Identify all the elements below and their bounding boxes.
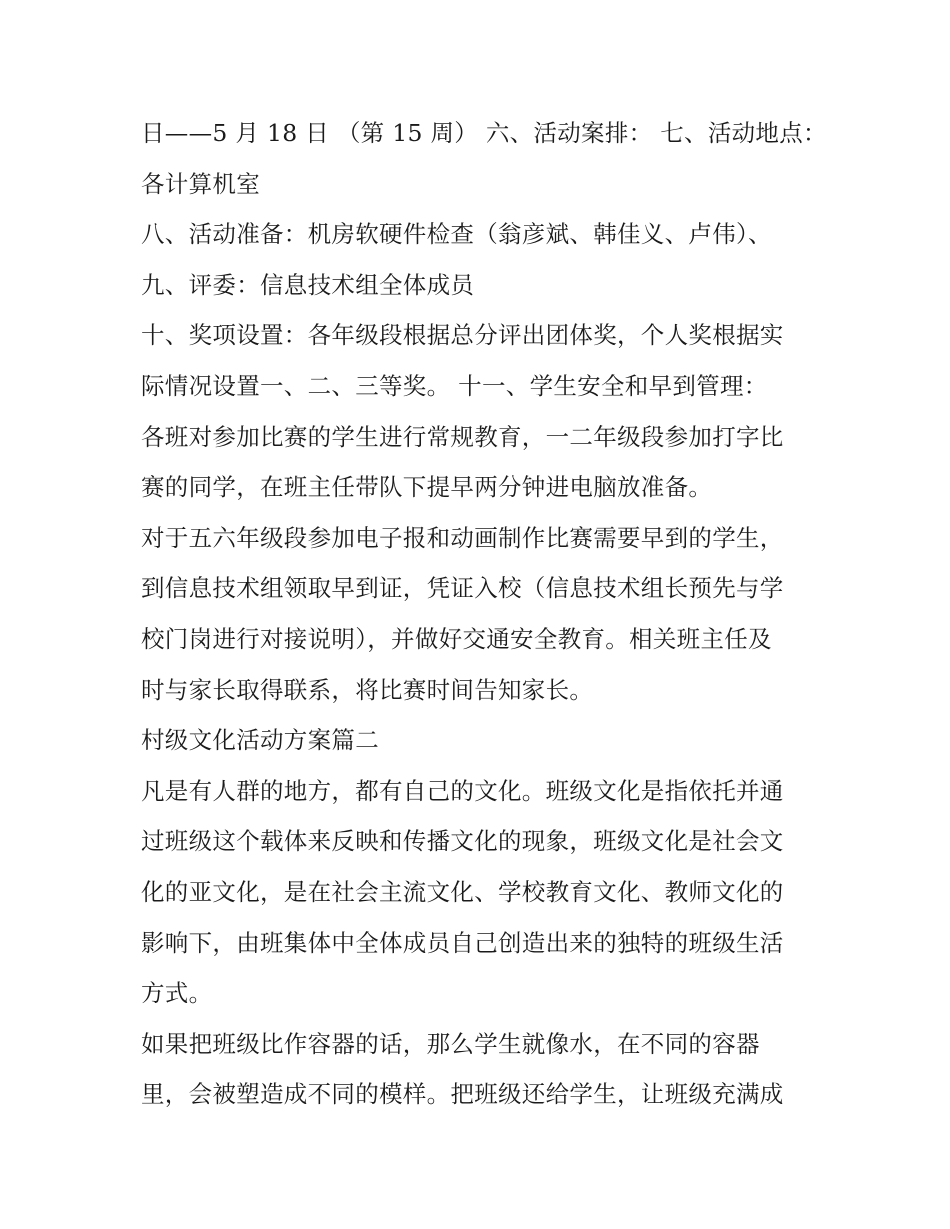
text-line: 十、奖项设置：各年级段根据总分评出团体奖，个人奖根据实 [141, 321, 784, 350]
text-line: 凡是有人群的地方，都有自己的文化。班级文化是指依托并通 [141, 776, 784, 805]
text-line: 方式。 [141, 979, 213, 1008]
text-line: 里，会被塑造成不同的模样。把班级还给学生，让班级充满成 [141, 1080, 784, 1109]
text-line: 对于五六年级段参加电子报和动画制作比赛需要早到的学生， [141, 523, 784, 552]
text-line: 化的亚文化，是在社会主流文化、学校教育文化、教师文化的 [141, 877, 784, 906]
text-line: 过班级这个载体来反映和传播文化的现象，班级文化是社会文 [141, 827, 784, 856]
text-line: 各计算机室 [141, 169, 260, 198]
text-line: 九、评委：信息技术组全体成员 [141, 270, 475, 299]
text-line: 际情况设置一、二、三等奖。 十一、学生安全和早到管理： [141, 371, 768, 400]
text-line: 日——5 月 18 日 （第 15 周） 六、活动案排： 七、活动地点： [141, 119, 827, 147]
text-line: 影响下，由班集体中全体成员自己创造出来的独特的班级生活 [141, 928, 784, 957]
text-line: 如果把班级比作容器的话，那么学生就像水，在不同的容器 [141, 1029, 760, 1058]
document-body [141, 108, 827, 1120]
text-line: 时与家长取得联系，将比赛时间告知家长。 [141, 675, 594, 704]
text-line: 赛的同学，在班主任带队下提早两分钟进电脑放准备。 [141, 473, 713, 502]
text-line: 各班对参加比赛的学生进行常规教育，一二年级段参加打字比 [141, 422, 784, 451]
text-line: 八、活动准备：机房软硬件检查（翁彦斌、韩佳义、卢伟）、 [141, 220, 772, 249]
text-line: 校门岗进行对接说明），并做好交通安全教育。相关班主任及 [141, 624, 772, 653]
text-line: 到信息技术组领取早到证，凭证入校（信息技术组长预先与学 [141, 574, 784, 603]
section-heading: 村级文化活动方案篇二 [141, 726, 379, 755]
